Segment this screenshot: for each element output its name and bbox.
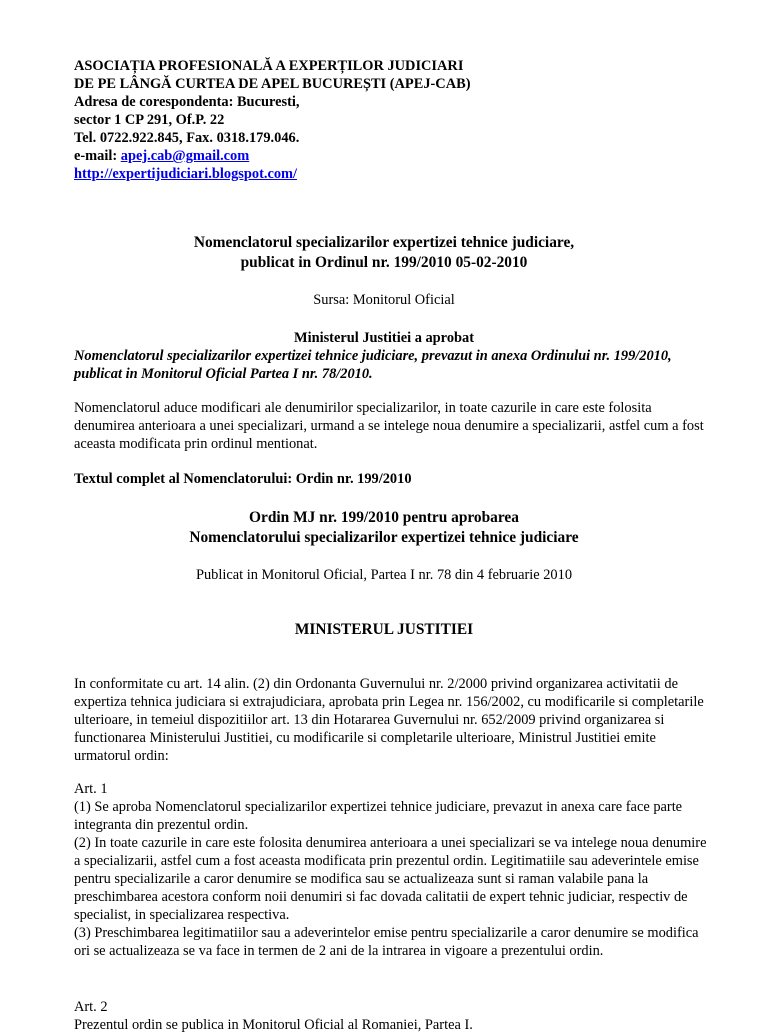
article-2 — [74, 998, 714, 1034]
address-line1: Adresa de corespondenta: Bucuresti, — [74, 94, 300, 110]
email-label: e-mail: — [74, 148, 121, 164]
art1-para1: (1) Se aproba Nomenclatorul specializarilor expertizei tehnice judiciare, prevazut in anexa care face parte integranta din prezentul ordin. — [74, 799, 683, 833]
org-name-line2: DE PE LÂNGĂ CURTEA DE APEL BUCUREȘTI (APEJ-CAB) — [74, 76, 471, 92]
art1-label: Art. 1 — [74, 781, 108, 797]
address-line2: sector 1 CP 291, Of.P. 22 — [74, 112, 225, 128]
header-block — [74, 57, 714, 183]
document-title — [0, 233, 768, 273]
art2-text: Prezentul ordin se publica in Monitorul Oficial al Romaniei, Partea I. — [74, 1017, 473, 1033]
title-line1: Nomenclatorul specializarilor expertizei tehnice judiciare, — [193, 234, 575, 251]
order-title — [0, 508, 768, 548]
email-link[interactable]: apej.cab@gmail.com — [120, 148, 250, 164]
phone-line: Tel. 0722.922.845, Fax. 0318.179.046. — [74, 130, 300, 146]
order-title-line2: Nomenclatorului specializarilor expertizei tehnice judiciare — [189, 529, 579, 546]
org-name-line1: ASOCIAȚIA PROFESIONALĂ A EXPERȚILOR JUDICIARI — [74, 58, 464, 74]
preamble-paragraph: In conformitate cu art. 14 alin. (2) din Ordonanta Guvernului nr. 2/2000 privind organizarea activitatii de expertiza tehnica judiciara si extrajudiciara, aprobata prin Legea nr. 156/2002, cu modificarile si completarile ulterioare, in temeiul dispozitiilor art. 13 din Hotararea Guvernului nr. 652/2009 privind organizarea si functionarea Ministerului Justitiei, cu modificarile si completarile ulterioare, Ministrul Justitiei emite urmatorul ordin: — [74, 676, 704, 764]
ministry-heading: MINISTERUL JUSTITIEI — [294, 621, 474, 638]
approval-text: Nomenclatorul specializarilor expertizei tehnice judiciare, prevazut in anexa Ordinului nr. 199/2010, publicat in Monitorul Oficial Partea I nr. 78/2010. — [74, 348, 672, 382]
email-line — [74, 147, 714, 165]
art1-para2: (2) In toate cazurile in care este folosita denumirea anterioara a unei specializari se va intelege noua denumire a specializarii, astfel cum a fost aceasta modificata prin prezentul ordin. Legitimatiile sau adeverintele emise pentru specializarile a caror denumire se modifica sau se actualizeaza sunt si raman valabile pana la preschimbarea acestora conform noii denumiri si fac dovada calitatii de expert tehnic judiciar, respectiv de specialist, in specializarea respectiva. — [74, 835, 707, 923]
source-line: Sursa: Monitorul Oficial — [313, 292, 455, 308]
art1-para3: (3) Preschimbarea legitimatiilor sau a adeverintelor emise pentru specializarile a caror denumire se modifica ori se actualizeaza se va face in termen de 2 ani de la intrarea in vigoare a prezentului ordin. — [74, 925, 699, 959]
full-text-label: Textul complet al Nomenclatorului: Ordin nr. 199/2010 — [74, 471, 412, 487]
order-title-line1: Ordin MJ nr. 199/2010 pentru aprobarea — [249, 509, 519, 526]
article-1 — [74, 780, 714, 960]
intro-paragraph: Nomenclatorul aduce modificari ale denumirilor specializarilor, in toate cazurile in care este folosita denumirea anterioara a unei specializari, urmand a se intelege noua denumire a specializarii, astfel cum a fost aceasta modificata prin ordinul mentionat. — [74, 400, 704, 452]
art2-label: Art. 2 — [74, 999, 108, 1015]
website-link[interactable]: http://expertijudiciari.blogspot.com/ — [74, 166, 298, 182]
title-line2: publicat in Ordinul nr. 199/2010 05-02-2010 — [240, 254, 528, 271]
approval-heading: Ministerul Justitiei a aprobat — [293, 330, 475, 346]
published-line: Publicat in Monitorul Oficial, Partea I nr. 78 din 4 februarie 2010 — [195, 567, 573, 583]
